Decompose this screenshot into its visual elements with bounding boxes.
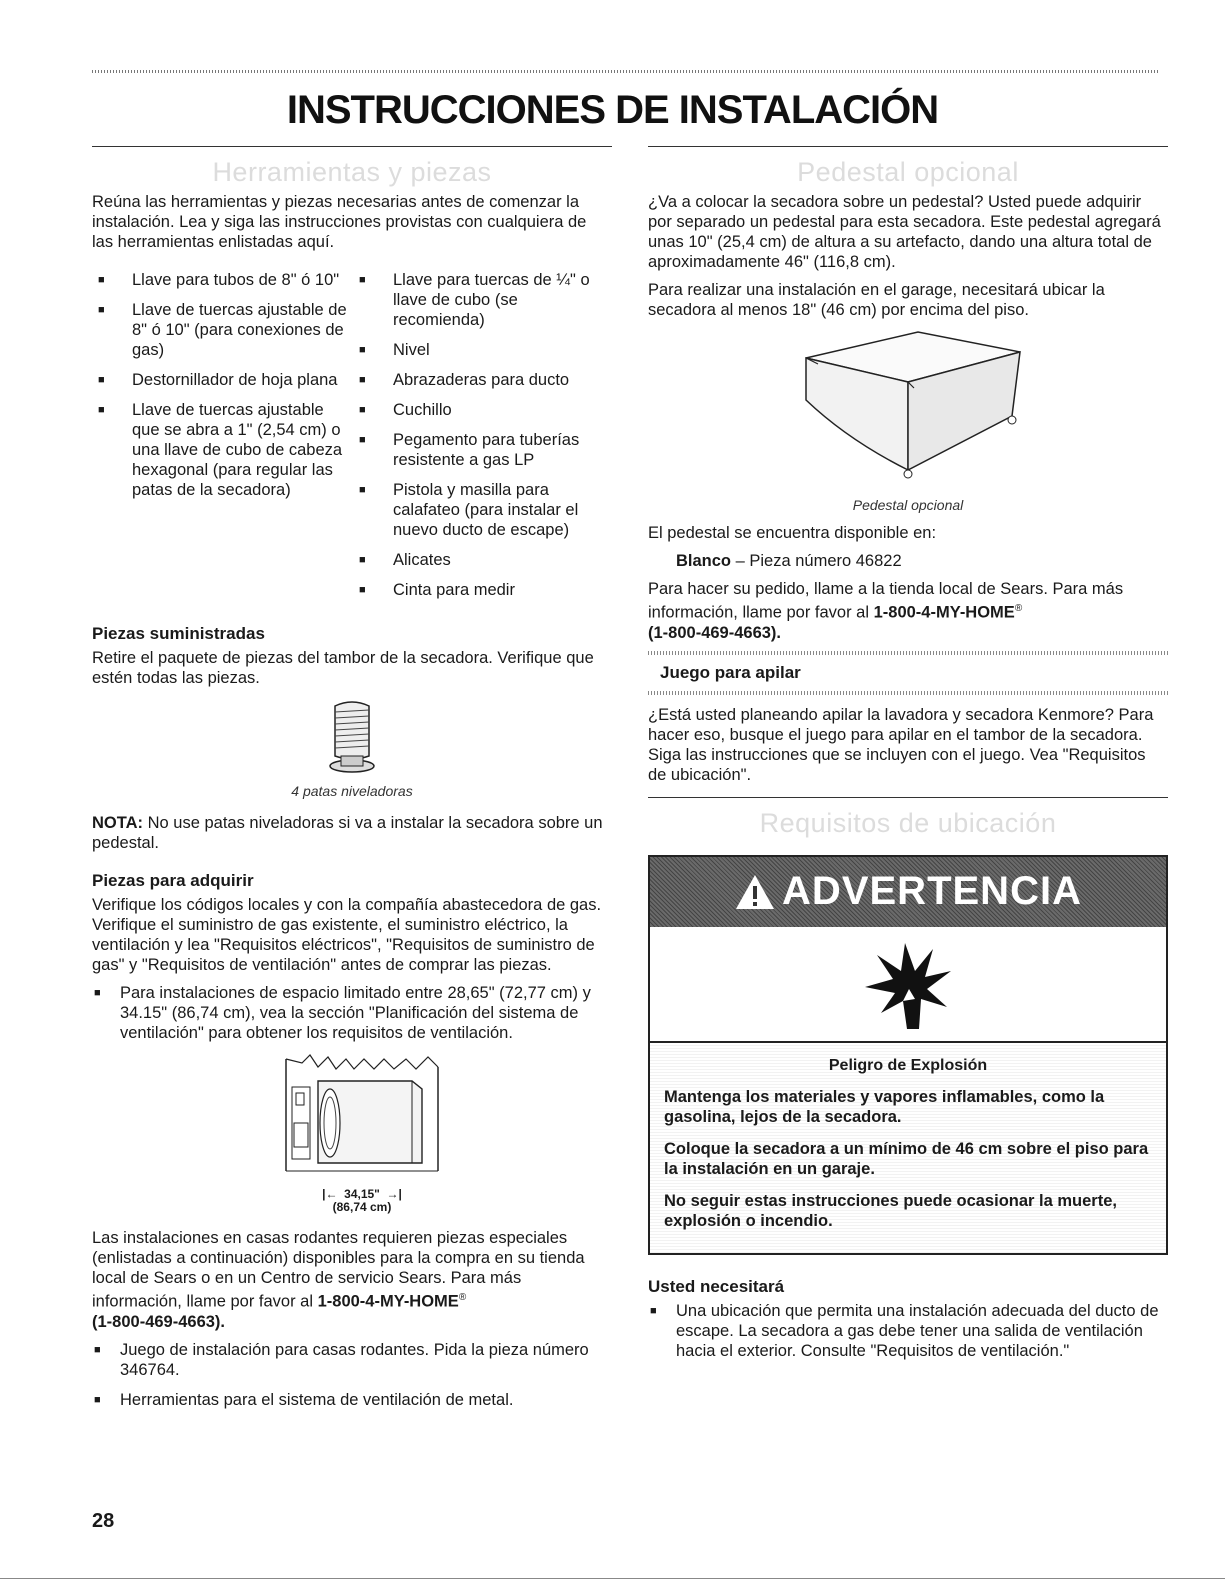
list-item: ■ Llave de tuercas ajustable que se abra a 1" (2,54 cm) o una llave de cubo de cabeza hexagonal (para regular las patas de la secadora) xyxy=(92,400,347,500)
list-item: ■ Pegamento para tuberías resistente a gas LP xyxy=(353,430,608,470)
danger-title: Peligro de Explosión xyxy=(828,1056,988,1074)
pedestal-illustration xyxy=(648,330,1168,495)
list-item: ■ Llave para tubos de 8" ó 10" xyxy=(92,270,347,290)
page-title: INSTRUCCIONES DE INSTALACIÓN xyxy=(286,88,939,132)
phone-word: 1-800-4-MY-HOME xyxy=(873,603,1015,622)
list-item: ■ Alicates xyxy=(353,550,608,570)
tools-list-col1 xyxy=(92,270,347,610)
supplied-text: Retire el paquete de piezas del tambor de la secadora. Verifique que estén todas las piezas. xyxy=(92,649,594,687)
right-column xyxy=(648,146,1168,1371)
phone-word: 1-800-4-MY-HOME xyxy=(317,1292,459,1311)
tools-list xyxy=(92,270,612,610)
list-item: ■ Abrazaderas para ducto xyxy=(353,370,608,390)
leveling-foot-icon xyxy=(327,698,377,776)
order-paragraph xyxy=(648,579,1168,643)
buy-text: Verifique los códigos locales y con la compañía abastecedora de gas. Verifique el suministro de gas existente, el suministro eléctrico, la ventilación y lea "Requisitos eléctricos", "Requisitos de suministro de gas" y "Requisitos de ventilación" antes de comprar las piezas. xyxy=(92,896,602,974)
closet-illustration xyxy=(92,1053,612,1214)
pedestal-caption: Pedestal opcional xyxy=(852,497,964,513)
phone-number: (1-800-469-4663). xyxy=(92,1312,225,1331)
pedestal-paragraph-1: ¿Va a colocar la secadora sobre un pedestal? Usted puede adquirir por separado un pedestal para esta secadora. Este pedestal agregará unas 10" (25,4 cm) de altura a su artefacto, dando una altura total de aproximadamente 46" (116,8 cm). xyxy=(648,193,1161,271)
mobile-home-paragraph xyxy=(92,1228,612,1332)
stack-top-rule xyxy=(648,651,1168,655)
top-dotted-rule xyxy=(92,70,1160,73)
warning-triangle-icon xyxy=(734,873,776,911)
white-label: Blanco xyxy=(676,552,732,570)
dimension-label: |← 34,15" →| (86,74 cm) xyxy=(272,1188,452,1214)
tools-list-col2 xyxy=(353,270,608,610)
need-heading: Usted necesitará xyxy=(648,1276,785,1296)
warning-body xyxy=(650,1041,1166,1253)
list-item: ■ Juego de instalación para casas rodantes. Pida la pieza número 346764. xyxy=(92,1340,612,1380)
need-list xyxy=(648,1301,1168,1361)
registered-mark: ® xyxy=(1014,603,1023,614)
supplied-heading: Piezas suministradas xyxy=(92,624,265,643)
order-text: Para hacer su pedido, llame a la tienda local de Sears. Para más información, llame por favor al xyxy=(648,580,1124,622)
left-column xyxy=(92,146,612,1420)
danger-line: Coloque la secadora a un mínimo de 46 cm sobre el piso para la instalación en un garaje. xyxy=(664,1139,1149,1178)
section-rule xyxy=(648,146,1168,147)
feet-caption: 4 patas niveladoras xyxy=(291,783,413,799)
note-paragraph xyxy=(92,813,612,853)
pedestal-heading: Pedestal opcional xyxy=(797,157,1019,187)
tools-heading: Herramientas y piezas xyxy=(212,157,492,187)
stack-bottom-rule xyxy=(648,691,1168,695)
white-part-number: – Pieza número 46822 xyxy=(731,552,902,570)
list-item: ■ Para instalaciones de espacio limitado entre 28,65" (72,77 cm) y 34.15" (86,74 cm), vea la sección "Planificación del sistema de ventilación" para obtener los requisitos de ventilación. xyxy=(92,983,612,1043)
leveling-foot-illustration xyxy=(92,698,612,781)
tools-intro: Reúna las herramientas y piezas necesarias antes de comenzar la instalación. Lea y siga las instrucciones provistas con cualquiera de las herramientas enlistadas aquí. xyxy=(92,193,587,251)
explosion-symbol xyxy=(650,927,1166,1041)
white-option xyxy=(648,551,1168,571)
list-item: ■ Llave para tuercas de ¼" o llave de cubo (se recomienda) xyxy=(353,270,608,330)
page-number: 28 xyxy=(92,1510,115,1532)
mobile-home-list xyxy=(92,1340,612,1410)
buy-list xyxy=(92,983,612,1043)
dimension-cm: (86,74 cm) xyxy=(332,1200,392,1214)
note-label: NOTA: xyxy=(92,814,144,832)
bottom-rule xyxy=(0,1578,1225,1579)
note-text: No use patas niveladoras si va a instalar la secadora sobre un pedestal. xyxy=(92,814,603,852)
mobile-home-text: Las instalaciones en casas rodantes requieren piezas especiales (enlistadas a continuación) disponibles para la compra en su tienda local de Sears o en un Centro de servicio Sears. Para más información, llame por favor al xyxy=(92,1229,585,1311)
stack-text: ¿Está usted planeando apilar la lavadora y secadora Kenmore? Para hacer eso, busque el juego para apilar en el tambor de la secadora. Siga las instrucciones que se incluyen con el juego. Vea "Requisitos de ubicación". xyxy=(648,705,1154,784)
list-item: ■ Destornillador de hoja plana xyxy=(92,370,347,390)
list-item: ■ Cuchillo xyxy=(353,400,608,420)
pedestal-icon xyxy=(788,330,1028,490)
section-rule xyxy=(92,146,612,147)
danger-line: Mantenga los materiales y vapores inflamables, como la gasolina, lejos de la secadora. xyxy=(664,1087,1105,1126)
dimension-inches: 34,15" xyxy=(344,1187,380,1201)
location-heading: Requisitos de ubicación xyxy=(759,807,1057,838)
registered-mark: ® xyxy=(458,1292,467,1303)
section-rule xyxy=(648,797,1168,798)
list-item: ■ Llave de tuercas ajustable de 8" ó 10" (para conexiones de gas) xyxy=(92,300,347,360)
danger-line: No seguir estas instrucciones puede ocasionar la muerte, explosión o incendio. xyxy=(664,1191,1117,1230)
explosion-icon xyxy=(863,941,953,1031)
warning-box xyxy=(648,855,1168,1255)
list-item: ■ Herramientas para el sistema de ventilación de metal. xyxy=(92,1390,612,1410)
list-item: ■ Cinta para medir xyxy=(353,580,608,600)
phone-number: (1-800-469-4663). xyxy=(648,623,781,642)
available-text: El pedestal se encuentra disponible en: xyxy=(648,524,937,542)
list-item: ■ Pistola y masilla para calafateo (para instalar el nuevo ducto de escape) xyxy=(353,480,608,540)
list-item: ■ Nivel xyxy=(353,340,608,360)
warning-word: ADVERTENCIA xyxy=(782,869,1082,913)
buy-heading: Piezas para adquirir xyxy=(92,871,254,890)
closet-dryer-icon xyxy=(272,1053,452,1187)
stack-heading: Juego para apilar xyxy=(660,662,801,682)
warning-banner xyxy=(650,857,1166,927)
list-item: ■ Una ubicación que permita una instalación adecuada del ducto de escape. La secadora a gas debe tener una salida de ventilación hacia el exterior. Consulte "Requisitos de ventilación." xyxy=(648,1301,1168,1361)
pedestal-paragraph-2: Para realizar una instalación en el garage, necesitará ubicar la secadora al menos 18" (46 cm) por encima del piso. xyxy=(648,281,1105,319)
